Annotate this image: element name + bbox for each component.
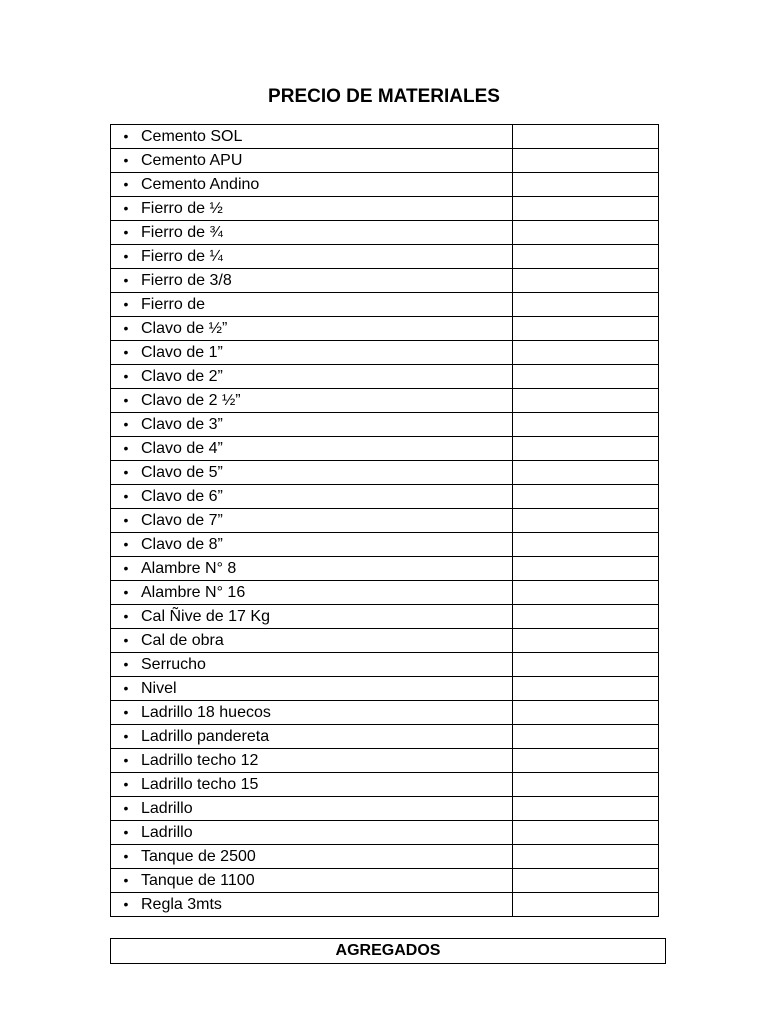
material-price-cell [513, 845, 659, 869]
table-row [111, 221, 659, 245]
material-price-cell [513, 749, 659, 773]
material-name-cell [111, 533, 513, 557]
material-name-cell [111, 149, 513, 173]
table-row [111, 533, 659, 557]
material-name: Serrucho [141, 656, 206, 673]
material-name-cell [111, 797, 513, 821]
material-name-cell [111, 725, 513, 749]
bullet-icon: • [123, 776, 129, 792]
material-name-cell [111, 629, 513, 653]
material-name-cell [111, 173, 513, 197]
material-price-cell [513, 797, 659, 821]
material-price-cell [513, 341, 659, 365]
table-row [111, 509, 659, 533]
material-name-cell [111, 413, 513, 437]
bullet-icon: • [123, 824, 129, 840]
material-price-cell [513, 365, 659, 389]
material-price-cell [513, 221, 659, 245]
table-row [111, 581, 659, 605]
table-row [111, 413, 659, 437]
material-price-cell [513, 773, 659, 797]
material-name: Nivel [141, 680, 177, 697]
material-price-cell [513, 893, 659, 917]
table-row [111, 437, 659, 461]
table-row [111, 749, 659, 773]
table-row [111, 269, 659, 293]
material-name: Clavo de 5” [141, 464, 223, 481]
bullet-icon: • [123, 296, 129, 312]
table-row [111, 341, 659, 365]
table-row [111, 293, 659, 317]
material-name: Ladrillo techo 12 [141, 752, 259, 769]
material-price-cell [513, 605, 659, 629]
material-price-cell [513, 269, 659, 293]
material-price-cell [513, 317, 659, 341]
table-row [111, 653, 659, 677]
material-price-cell [513, 437, 659, 461]
material-name-cell [111, 677, 513, 701]
material-name-cell [111, 845, 513, 869]
material-name: Clavo de 3” [141, 416, 223, 433]
material-price-cell [513, 173, 659, 197]
materials-price-table [110, 124, 659, 917]
table-row [111, 701, 659, 725]
bullet-icon: • [123, 320, 129, 336]
material-name: Fierro de 3/8 [141, 272, 232, 289]
material-name-cell [111, 365, 513, 389]
material-name: Tanque de 1100 [141, 872, 255, 889]
material-price-cell [513, 821, 659, 845]
material-name: Clavo de 2” [141, 368, 223, 385]
table-row [111, 725, 659, 749]
material-name: Fierro de ¾ [141, 224, 223, 241]
material-price-cell [513, 413, 659, 437]
material-price-cell [513, 293, 659, 317]
bullet-icon: • [123, 176, 129, 192]
material-name: Cemento APU [141, 152, 243, 169]
material-name-cell [111, 509, 513, 533]
bullet-icon: • [123, 560, 129, 576]
table-row [111, 845, 659, 869]
material-name-cell [111, 221, 513, 245]
material-name-cell [111, 461, 513, 485]
material-name: Alambre N° 8 [141, 560, 237, 577]
table-row [111, 125, 659, 149]
material-name: Cemento Andino [141, 176, 260, 193]
material-name: Regla 3mts [141, 896, 222, 913]
table-row [111, 461, 659, 485]
material-name-cell [111, 245, 513, 269]
bullet-icon: • [123, 416, 129, 432]
bullet-icon: • [123, 848, 129, 864]
material-price-cell [513, 581, 659, 605]
material-price-cell [513, 725, 659, 749]
material-price-cell [513, 197, 659, 221]
page-title: PRECIO DE MATERIALES [268, 86, 500, 107]
material-name-cell [111, 749, 513, 773]
material-name: Ladrillo techo 15 [141, 776, 259, 793]
bullet-icon: • [123, 128, 129, 144]
material-name-cell [111, 893, 513, 917]
material-price-cell [513, 149, 659, 173]
bullet-icon: • [123, 440, 129, 456]
table-row [111, 605, 659, 629]
material-name: Fierro de [141, 296, 206, 313]
table-row [111, 389, 659, 413]
bullet-icon: • [123, 368, 129, 384]
bullet-icon: • [123, 512, 129, 528]
material-price-cell [513, 509, 659, 533]
table-row [111, 797, 659, 821]
table-row [111, 557, 659, 581]
material-name-cell [111, 869, 513, 893]
material-price-cell [513, 557, 659, 581]
bullet-icon: • [123, 656, 129, 672]
material-name: Clavo de 4” [141, 440, 223, 457]
material-name-cell [111, 389, 513, 413]
material-name-cell [111, 773, 513, 797]
material-name-cell [111, 197, 513, 221]
bullet-icon: • [123, 728, 129, 744]
material-name: Clavo de 1” [141, 344, 223, 361]
bullet-icon: • [123, 200, 129, 216]
material-price-cell [513, 245, 659, 269]
material-name-cell [111, 821, 513, 845]
table-row [111, 773, 659, 797]
bullet-icon: • [123, 872, 129, 888]
bullet-icon: • [123, 800, 129, 816]
table-row [111, 365, 659, 389]
bullet-icon: • [123, 584, 129, 600]
table-row [111, 245, 659, 269]
material-name-cell [111, 269, 513, 293]
bullet-icon: • [123, 680, 129, 696]
agregados-header: AGREGADOS [110, 938, 666, 964]
table-row [111, 677, 659, 701]
bullet-icon: • [123, 272, 129, 288]
bullet-icon: • [123, 896, 129, 912]
material-name-cell [111, 437, 513, 461]
material-name: Fierro de ¼ [141, 248, 223, 265]
material-price-cell [513, 461, 659, 485]
table-row [111, 893, 659, 917]
material-name-cell [111, 701, 513, 725]
material-name: Clavo de 8” [141, 536, 223, 553]
material-name: Clavo de 6” [141, 488, 223, 505]
bullet-icon: • [123, 704, 129, 720]
material-price-cell [513, 485, 659, 509]
material-price-cell [513, 653, 659, 677]
material-name: Cal de obra [141, 632, 224, 649]
bullet-icon: • [123, 344, 129, 360]
material-name: Clavo de 2 ½” [141, 392, 241, 409]
materials-table-body [111, 125, 659, 917]
table-row [111, 197, 659, 221]
bullet-icon: • [123, 248, 129, 264]
material-price-cell [513, 869, 659, 893]
material-price-cell [513, 533, 659, 557]
bullet-icon: • [123, 224, 129, 240]
material-price-cell [513, 677, 659, 701]
bullet-icon: • [123, 488, 129, 504]
material-name: Cemento SOL [141, 128, 243, 145]
material-name-cell [111, 125, 513, 149]
material-name: Clavo de 7” [141, 512, 223, 529]
material-name-cell [111, 653, 513, 677]
table-row [111, 149, 659, 173]
material-name: Ladrillo [141, 800, 193, 817]
bullet-icon: • [123, 392, 129, 408]
table-row [111, 869, 659, 893]
material-name-cell [111, 341, 513, 365]
material-name-cell [111, 605, 513, 629]
table-row [111, 629, 659, 653]
table-row [111, 485, 659, 509]
table-row [111, 317, 659, 341]
material-name: Ladrillo pandereta [141, 728, 270, 745]
material-name: Ladrillo 18 huecos [141, 704, 271, 721]
material-name: Alambre N° 16 [141, 584, 246, 601]
material-name: Ladrillo [141, 824, 193, 841]
bullet-icon: • [123, 152, 129, 168]
material-price-cell [513, 701, 659, 725]
bullet-icon: • [123, 608, 129, 624]
material-name: Cal Ñive de 17 Kg [141, 608, 270, 625]
bullet-icon: • [123, 464, 129, 480]
material-name-cell [111, 317, 513, 341]
material-price-cell [513, 125, 659, 149]
material-price-cell [513, 629, 659, 653]
material-name-cell [111, 581, 513, 605]
material-name-cell [111, 293, 513, 317]
bullet-icon: • [123, 536, 129, 552]
material-name: Tanque de 2500 [141, 848, 256, 865]
bullet-icon: • [123, 632, 129, 648]
table-row [111, 173, 659, 197]
bullet-icon: • [123, 752, 129, 768]
material-name: Fierro de ½ [141, 200, 223, 217]
material-name: Clavo de ½” [141, 320, 228, 337]
material-price-cell [513, 389, 659, 413]
material-name-cell [111, 485, 513, 509]
table-row [111, 821, 659, 845]
material-name-cell [111, 557, 513, 581]
